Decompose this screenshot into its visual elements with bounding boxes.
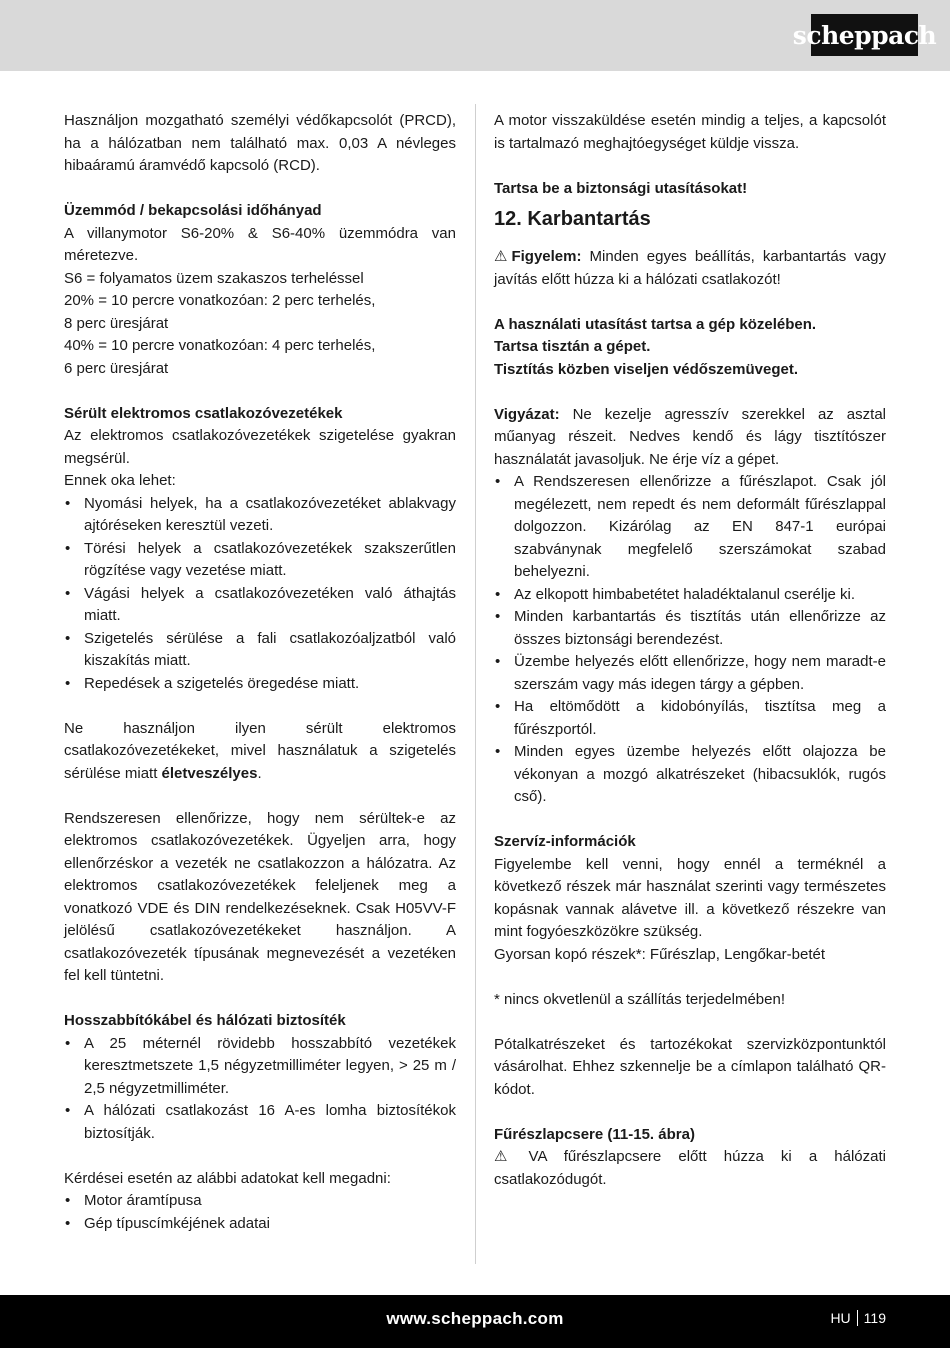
- column-divider: [475, 104, 476, 1264]
- blade-change-heading: Fűrészlapcsere (11-15. ábra): [494, 1125, 695, 1143]
- service-heading: Szervíz-információk: [494, 833, 636, 850]
- questions-list: [64, 1190, 456, 1235]
- list-item: • Vágási helyek a csatlakozóvezetéken való áthajtás miatt.: [64, 583, 456, 628]
- list-item: • Gép típuscímkéjének adatai: [64, 1213, 456, 1236]
- extension-list: [64, 1033, 456, 1146]
- warning-icon: ⚠: [494, 1148, 508, 1165]
- footer-bar: [0, 1295, 950, 1348]
- list-item: • A Rendszeresen ellenőrizze a fűrészlapot. Csak jól megélezett, nem repedt és nem deformált fűrészlappal dolgozzon. Kizárólag az EN 847-1 európai szabványnak megfelelő szerszámokat szabad behelyezni.: [494, 471, 886, 584]
- return-paragraph: A motor visszaküldése esetén mindig a teljes, a kapcsolót is tartalmazó meghajtóegységet küldje vissza.: [494, 112, 886, 152]
- page-indicator: [830, 1310, 886, 1326]
- damaged-cables-heading: Sérült elektromos csatlakozóvezetékek: [64, 404, 343, 422]
- mode-line: S6 = folyamatos üzem szakaszos terheléssel: [64, 269, 364, 287]
- mode-line: 8 perc üresjárat: [64, 314, 169, 332]
- right-column: [494, 110, 886, 1191]
- danger-bold: életveszélyes: [161, 764, 258, 782]
- list-item: • Minden egyes üzembe helyezés előtt olajozza be vékonyan a mozgó alkatrészeket (hibacsuklók, rugós cső).: [494, 741, 886, 809]
- page-number: 119: [863, 1310, 886, 1326]
- check-paragraph: Rendszeresen ellenőrizze, hogy nem sérültek-e az elektromos csatlakozóvezetékek. Ügyeljen arra, hogy ellenőrzéskor a vezeték ne csatlakozzon a hálózatra. Az elektromos csatlakozóvezetékek feleljenek meg a vonatkozó VDE és DIN rendelkezéseknek. Csak H05VV-F jelölésű csatlakozóvezetékeket használjon. A csatlakozóvezeték típusának megnevezését a vezetéken fel kell tüntetni.: [64, 809, 456, 984]
- language-code: HU: [830, 1310, 851, 1326]
- blade-change-text: VA fűrészlapcsere előtt húzza ki a hálózati csatlakozódugót.: [494, 1148, 886, 1188]
- page-separator: [857, 1310, 858, 1326]
- caution-text: Ne kezelje agresszív szerekkel az asztal műanyag részeit. Nedves kendő és lágy tisztítószer használatát javasoljuk. Ne érje víz a gépet.: [494, 405, 886, 468]
- mode-heading: Üzemmód / bekapcsolási időhányad: [64, 202, 322, 219]
- danger-text: Ne használjon ilyen sérült elektromos csatlakozóvezetékeket, mivel használatuk a szigetelés sérülése miatt: [64, 719, 456, 782]
- footnote: * nincs okvetlenül a szállítás terjedelmében!: [494, 990, 785, 1008]
- danger-end: .: [257, 764, 262, 782]
- section-title: 12. Karbantartás: [494, 208, 651, 230]
- caution-label: Vigyázat:: [494, 405, 560, 423]
- maintenance-list: [494, 471, 886, 809]
- warning-icon: ⚠: [494, 248, 508, 265]
- prcd-paragraph: Használjon mozgatható személyi védőkapcsolót (PRCD), ha a hálózatban nem található max. 0,03 A névleges hibaáramú áramvédő kapcsoló (RCD).: [64, 112, 456, 174]
- list-item: • Üzembe helyezés előtt ellenőrizze, hogy nem maradt-e szerszám vagy más idegen tárgy a gépben.: [494, 651, 886, 696]
- list-item: • Repedések a szigetelés öregedése miatt.: [64, 673, 456, 696]
- mode-line: 20% = 10 percre vonatkozóan: 2 perc terhelés,: [64, 292, 376, 309]
- blade-change-paragraph: [494, 1146, 886, 1191]
- list-item: • Motor áramtípusa: [64, 1190, 456, 1213]
- mode-line: A villanymotor S6-20% & S6-40% üzemmódra van méretezve.: [64, 224, 456, 264]
- warning-text: Minden egyes beállítás, karbantartás vagy javítás előtt húzza ki a hálózati csatlakozót!: [494, 248, 886, 288]
- list-item: • Szigetelés sérülése a fali csatlakozóaljzatból való kiszakítás miatt.: [64, 628, 456, 673]
- safety-note: Tartsa be a biztonsági utasításokat!: [494, 179, 748, 197]
- instruction-line: Tartsa tisztán a gépet.: [494, 338, 651, 355]
- instruction-line: A használati utasítást tartsa a gép közelében.: [494, 315, 817, 333]
- left-column: [64, 110, 456, 1235]
- mode-line: 40% = 10 percre vonatkozóan: 4 perc terhelés,: [64, 337, 376, 354]
- list-item: • Minden karbantartás és tisztítás után ellenőrizze az összes biztonsági berendezést.: [494, 606, 886, 651]
- list-item: • Nyomási helyek, ha a csatlakozóvezetéket ablakvagy ajtóréseken keresztül vezeti.: [64, 493, 456, 538]
- list-item: • Ha eltömődött a kidobónyílás, tisztítsa meg a fűrészportól.: [494, 696, 886, 741]
- brand-logo-text: scheppach: [792, 20, 937, 50]
- damaged-cables-intro: Az elektromos csatlakozóvezetékek szigetelése gyakran megsérül.: [64, 427, 456, 467]
- damaged-causes-label: Ennek oka lehet:: [64, 472, 176, 489]
- list-item: • A 25 méternél rövidebb hosszabbító vezetékek keresztmetszete 1,5 négyzetmilliméter legyen, > 25 m / 2,5 négyzetmilliméter.: [64, 1033, 456, 1101]
- damaged-causes-list: [64, 493, 456, 696]
- website-link[interactable]: www.scheppach.com: [386, 1309, 564, 1328]
- spare-parts-paragraph: Pótalkatrészeket és tartozékokat szervizközpontunktól vásárolhat. Ehhez szkennelje be a címlapon található QR-kódot.: [494, 1035, 886, 1098]
- warning-label: Figyelem:: [511, 248, 582, 265]
- warning-paragraph: [494, 246, 886, 291]
- service-paragraph: Figyelembe kell venni, hogy ennél a terméknél a következő részek már használat szerinti vagy természetes kopásnak vannak alávetve ill. a következő részekre van mint fogyóeszközökre szükség.: [494, 855, 886, 940]
- wear-parts: Gyorsan kopó részek*: Fűrészlap, Lengőkar-betét: [494, 945, 826, 963]
- questions-intro: Kérdései esetén az alábbi adatokat kell megadni:: [64, 1169, 391, 1187]
- list-item: • Az elkopott himbabetétet haladéktalanul cserélje ki.: [494, 584, 886, 607]
- list-item: • Törési helyek a csatlakozóvezetékek szakszerűtlen rögzítése vagy vezetése miatt.: [64, 538, 456, 583]
- mode-line: 6 perc üresjárat: [64, 359, 169, 377]
- brand-logo: [792, 14, 937, 56]
- instruction-line: Tisztítás közben viseljen védőszemüveget.: [494, 360, 798, 378]
- caution-paragraph: [494, 404, 886, 472]
- list-item: • A hálózati csatlakozást 16 A-es lomha biztosítékok biztosítják.: [64, 1100, 456, 1145]
- danger-paragraph: [64, 718, 456, 786]
- extension-heading: Hosszabbítókábel és hálózati biztosíték: [64, 1012, 346, 1029]
